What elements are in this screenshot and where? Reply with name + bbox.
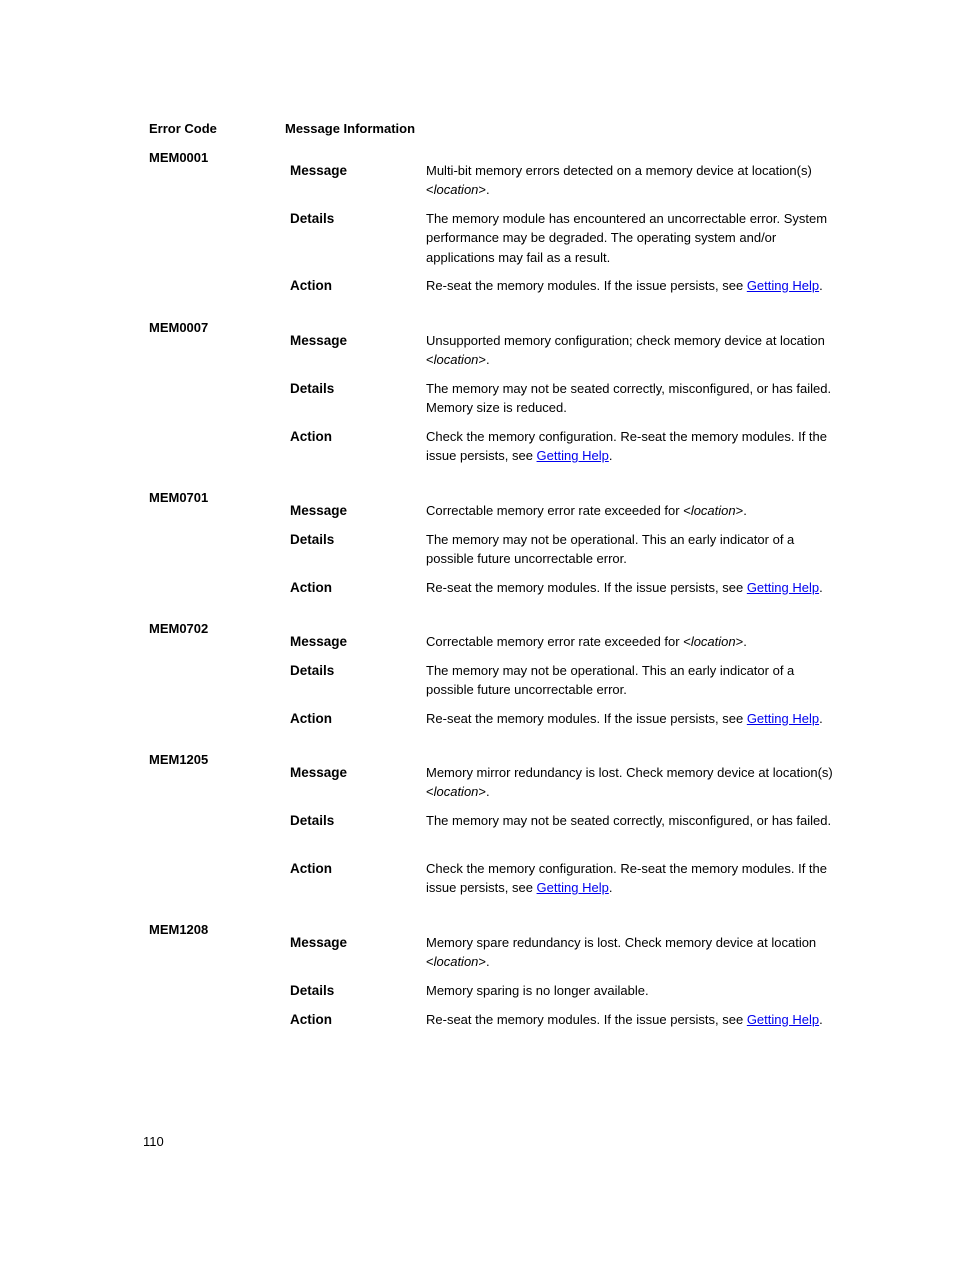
text-run: >. (478, 352, 490, 368)
details-text (426, 379, 836, 418)
message-text (426, 632, 836, 651)
error-code: MEM0007 (149, 320, 209, 335)
message-text (426, 933, 836, 972)
details-label: Details (290, 983, 335, 998)
text-run: The memory may not be seated correctly, misconfigured, or has failed. Memory size is reduced. (426, 381, 832, 416)
text-run: >. (735, 634, 747, 649)
page-number: 110 (143, 1134, 164, 1149)
getting-help-link[interactable]: Getting Help (746, 580, 820, 595)
action-label: Action (290, 580, 332, 595)
text-run: Re-seat the memory modules. If the issue persists, see (426, 1012, 747, 1027)
text-run: . (608, 448, 613, 464)
message-label: Message (290, 333, 348, 348)
message-label: Message (290, 503, 348, 518)
getting-help-link[interactable]: Getting Help (536, 448, 609, 464)
error-code: MEM1205 (149, 752, 209, 767)
text-run: The memory module has encountered an uncorrectable error. System performance may be degraded. The operating system and/or applications may fail as a result. (426, 211, 828, 265)
details-text (426, 530, 836, 569)
getting-help-link[interactable]: Getting Help (536, 880, 609, 896)
text-run: Memory sparing is no longer available. (426, 983, 649, 998)
details-label: Details (290, 211, 335, 226)
text-run: Correctable memory error rate exceeded for < (426, 634, 691, 649)
getting-help-link[interactable]: Getting Help (746, 278, 820, 293)
text-run: . (819, 580, 823, 595)
text-run: Re-seat the memory modules. If the issue persists, see (426, 711, 747, 726)
action-label: Action (290, 278, 332, 293)
action-label: Action (290, 1012, 332, 1027)
action-label: Action (290, 711, 332, 726)
details-label: Details (290, 663, 335, 678)
text-run: . (819, 1012, 823, 1027)
message-text (426, 161, 836, 200)
text-run: . (819, 711, 823, 726)
text-run: Re-seat the memory modules. If the issue persists, see (426, 278, 747, 293)
text-run: >. (478, 954, 490, 970)
details-text (426, 661, 836, 700)
error-code: MEM0701 (149, 490, 209, 505)
getting-help-link[interactable]: Getting Help (746, 711, 820, 726)
message-label: Message (290, 634, 348, 649)
text-run: >. (735, 503, 747, 518)
action-text (426, 276, 836, 295)
location-placeholder: location (433, 784, 479, 800)
details-text (426, 811, 836, 830)
action-text (426, 427, 836, 466)
error-code: MEM1208 (149, 922, 209, 937)
text-run: Unsupported memory configuration; check memory device at location < (426, 333, 825, 368)
action-text (426, 709, 836, 728)
getting-help-link[interactable]: Getting Help (746, 1012, 820, 1027)
text-run: The memory may not be operational. This an early indicator of a possible future uncorrectable error. (426, 532, 795, 567)
location-placeholder: location (690, 503, 736, 518)
message-label: Message (290, 163, 348, 178)
details-label: Details (290, 381, 335, 396)
text-run: The memory may not be seated correctly, misconfigured, or has failed. (426, 813, 832, 828)
text-run: Memory mirror redundancy is lost. Check memory device at location(s) < (426, 765, 833, 800)
details-label: Details (290, 813, 335, 828)
action-label: Action (290, 429, 332, 444)
text-run: The memory may not be operational. This an early indicator of a possible future uncorrectable error. (426, 663, 795, 698)
message-text (426, 501, 836, 520)
error-code: MEM0702 (149, 621, 209, 636)
text-run: Multi-bit memory errors detected on a memory device at location(s) < (426, 163, 812, 198)
column-header-message-information: Message Information (285, 121, 416, 136)
details-text (426, 981, 836, 1000)
details-label: Details (290, 532, 335, 547)
text-run: Correctable memory error rate exceeded for < (426, 503, 691, 518)
text-run: >. (478, 182, 490, 198)
message-label: Message (290, 935, 348, 950)
text-run: Check the memory configuration. Re-seat the memory modules. If the issue persists, see (426, 861, 828, 896)
error-code: MEM0001 (149, 150, 209, 165)
message-text (426, 331, 836, 370)
message-label: Message (290, 765, 348, 780)
text-run: . (608, 880, 613, 896)
message-text (426, 763, 836, 802)
location-placeholder: location (433, 352, 479, 368)
action-text (426, 578, 836, 597)
text-run: Memory spare redundancy is lost. Check memory device at location < (426, 935, 817, 970)
text-run: Check the memory configuration. Re-seat the memory modules. If the issue persists, see (426, 429, 828, 464)
text-run: . (819, 278, 823, 293)
location-placeholder: location (433, 954, 479, 970)
action-text (426, 859, 836, 898)
action-label: Action (290, 861, 332, 876)
column-header-error-code: Error Code (149, 121, 217, 136)
action-text (426, 1010, 836, 1029)
text-run: >. (478, 784, 490, 800)
details-text (426, 209, 836, 267)
location-placeholder: location (433, 182, 479, 198)
location-placeholder: location (690, 634, 736, 649)
text-run: Re-seat the memory modules. If the issue persists, see (426, 580, 747, 595)
